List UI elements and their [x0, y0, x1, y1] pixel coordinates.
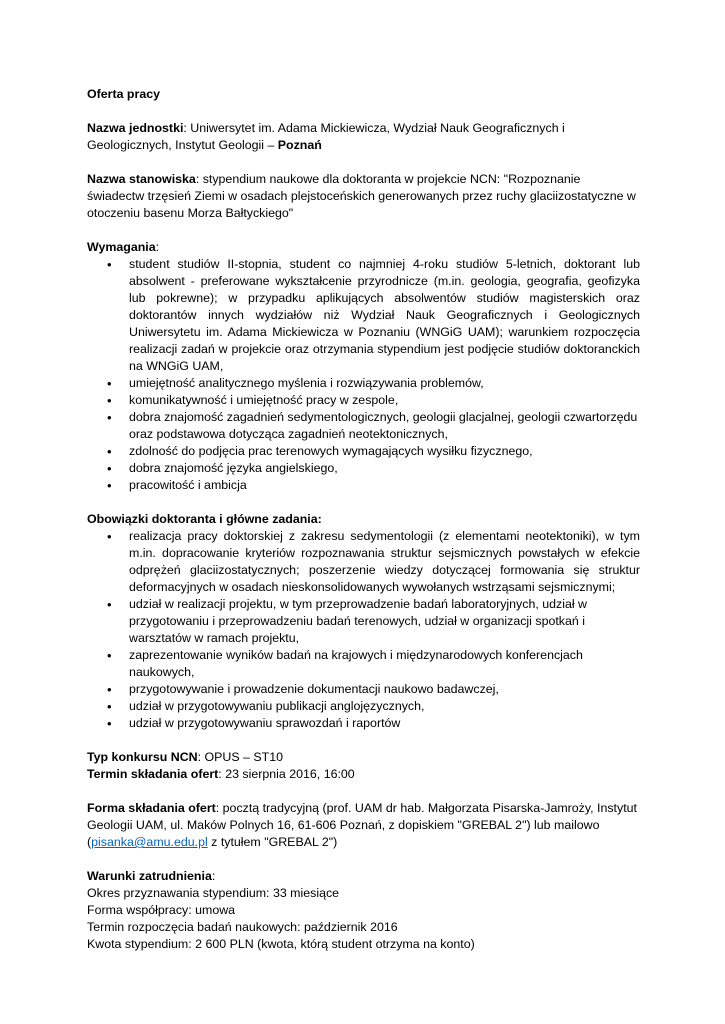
unit-paragraph: Nazwa jednostki: Uniwersytet im. Adama Mickiewicza, Wydział Nauk Geograficznych i Geologicznych, Instytut Geologii – Poznań [87, 121, 565, 152]
employment-line: Kwota stypendium: 2 600 PLN (kwota, którą student otrzyma na konto) [87, 937, 475, 951]
requirements-section: Wymagania: • student studiów II-stopnia, student co najmniej 4-roku studiów 5-letnich, doktorant lub absolwent - preferowane wykształcenie przyrodnicze (m.in. geologia, geografia, geofizyka lub pokrewne); w przypadku aplikujących absolwentów studiów magisterskich oraz doktorantów innych wydziałów niż Wydział Nauk Geograficznych i Geologicznych Uniwersytetu im. Adama Mickiewicza w Poznaniu (WNGiG UAM); warunkiem rozpoczęcia realizacji zadań w projekcie oraz otrzymania stypendium jest podjęcie studiów doktoranckich na WNGiG UAM, • umiejętność analitycznego myślenia i rozwiązywania problemów, • komunikatywność i umiejętność pracy w zespole, • dobra znajomość zagadnień sedymentologicznych, geologii glacjalnej, geologii czwartorzędu oraz podstawowa dotycząca zagadnień neotektonicznych, • zdolność do podjęcia prac terenowych wymagających wysiłku fizycznego, • dobra znajomość języka angielskiego, • pracowitość i ambicja [87, 239, 640, 494]
position-paragraph: Nazwa stanowiska: stypendium naukowe dla doktoranta w projekcie NCN: "Rozpoznanie świadectw trzęsień Ziemi w osadach plejstoceńskich generowanych przez ruchy glaciizostatyczne w otoczeniu basenu Morza Bałtyckiego" [87, 172, 636, 220]
deadline-value: 23 sierpnia 2016, 16:00 [225, 767, 355, 781]
competition-section: Typ konkursu NCN: OPUS – ST10 Termin składania ofert: 23 sierpnia 2016, 16:00 [87, 750, 355, 781]
list-item: • umiejętność analitycznego myślenia i rozwiązywania problemów, [87, 375, 640, 392]
page-title: Oferta pracy [87, 87, 161, 101]
list-item: • realizacja pracy doktorskiej z zakresu sedymentologii (z elementami neotektoniki), w tym m.in. dopracowanie kryteriów rozpoznawania struktur sejsmicznych powstałych w efekcie odprężeń glaciizostatycznych; poszerzenie wiedzy dotyczącej formowania się struktur deformacyjnych w osadach nieskonsolidowanych wywołanych wstrząsami sejsmicznymi; [87, 528, 640, 596]
unit-city: Poznań [277, 138, 322, 152]
list-item: • udział w realizacji projektu, w tym przeprowadzenie badań laboratoryjnych, udział w przygotowaniu i przeprowadzeniu badań terenowych, udział w organizacji spotkań i warsztatów w ramach projektu, [87, 596, 640, 647]
list-item: • dobra znajomość zagadnień sedymentologicznych, geologii glacjalnej, geologii czwartorzędu oraz podstawowa dotycząca zagadnień neotektonicznych, [87, 409, 640, 443]
employment-line: Termin rozpoczęcia badań naukowych: październik 2016 [87, 920, 398, 934]
duties-label: Obowiązki doktoranta i główne zadania: [87, 512, 322, 526]
unit-label: Nazwa jednostki [87, 121, 184, 135]
submission-text: pocztą tradycyjną (prof. UAM dr hab. Małgorzata Pisarska-Jamroży, Instytut Geologii UAM, ul. Maków Polnych 16, 61-606 Poznań, z dopiskiem "GREBAL 2") lub mailowo ( [87, 801, 637, 849]
list-item: • pracowitość i ambicja [87, 477, 640, 494]
list-item: • komunikatywność i umiejętność pracy w zespole, [87, 392, 640, 409]
document-page [87, 86, 640, 953]
list-item: • przygotowywanie i prowadzenie dokumentacji naukowo badawczej, [87, 681, 640, 698]
list-item: • udział w przygotowywaniu publikacji anglojęzycznych, [87, 698, 640, 715]
unit-value: Uniwersytet im. Adama Mickiewicza, Wydział Nauk Geograficznych i Geologicznych, Instytut Geologii – [87, 121, 565, 152]
duties-section [87, 511, 640, 732]
list-item: • zaprezentowanie wyników badań na krajowych i międzynarodowych konferencjach naukowych, [87, 647, 640, 681]
list-item: • dobra znajomość języka angielskiego, [87, 460, 640, 477]
competition-type-value: OPUS – ST10 [204, 750, 284, 764]
requirements-label: Wymagania [87, 240, 156, 254]
deadline-label: Termin składania ofert [87, 767, 219, 781]
duties-list [87, 528, 640, 732]
list-item: • student studiów II-stopnia, student co najmniej 4-roku studiów 5-letnich, doktorant lub absolwent - preferowane wykształcenie przyrodnicze (m.in. geologia, geografia, geofizyka lub pokrewne); w przypadku aplikujących absolwentów studiów magisterskich oraz doktorantów innych wydziałów niż Wydział Nauk Geograficznych i Geologicznych Uniwersytetu im. Adama Mickiewicza w Poznaniu (WNGiG UAM); warunkiem rozpoczęcia realizacji zadań w projekcie oraz otrzymania stypendium jest podjęcie studiów doktoranckich na WNGiG UAM, [87, 256, 640, 375]
submission-label: Forma składania ofert [87, 801, 216, 815]
employment-section: Warunki zatrudnienia: Okres przyznawania stypendium: 33 miesiące Forma współpracy: umowa Termin rozpoczęcia badań naukowych: październik 2016 Kwota stypendium: 2 600 PLN (kwota, którą student otrzyma na konto) [87, 868, 640, 953]
list-item: • udział w przygotowywaniu sprawozdań i raportów [87, 715, 640, 732]
email-link[interactable]: pisanka@amu.edu.pl [91, 835, 208, 849]
employment-label: Warunki zatrudnienia [87, 869, 212, 883]
employment-line: Okres przyznawania stypendium: 33 miesiące [87, 886, 340, 900]
position-label: Nazwa stanowiska [87, 172, 196, 186]
competition-type-label: Typ konkursu NCN [87, 750, 198, 764]
submission-paragraph: Forma składania ofert: pocztą tradycyjną (prof. UAM dr hab. Małgorzata Pisarska-Jamroży, Instytut Geologii UAM, ul. Maków Polnych 16, 61-606 Poznań, z dopiskiem "GREBAL 2") lub mailowo (pisanka@amu.edu.pl z tytułem "GREBAL 2") [87, 801, 637, 849]
employment-line: Forma współpracy: umowa [87, 903, 236, 917]
list-item: • zdolność do podjęcia prac terenowych wymagających wysiłku fizycznego, [87, 443, 640, 460]
submission-text-after: z tytułem "GREBAL 2") [207, 835, 338, 849]
requirements-list [87, 256, 640, 494]
position-value: stypendium naukowe dla doktoranta w projekcie NCN: "Rozpoznanie świadectw trzęsień Ziemi w osadach plejstoceńskich generowanych przez ruchy glaciizostatyczne w otoczeniu basenu Morza Bałtyckiego" [87, 172, 636, 220]
